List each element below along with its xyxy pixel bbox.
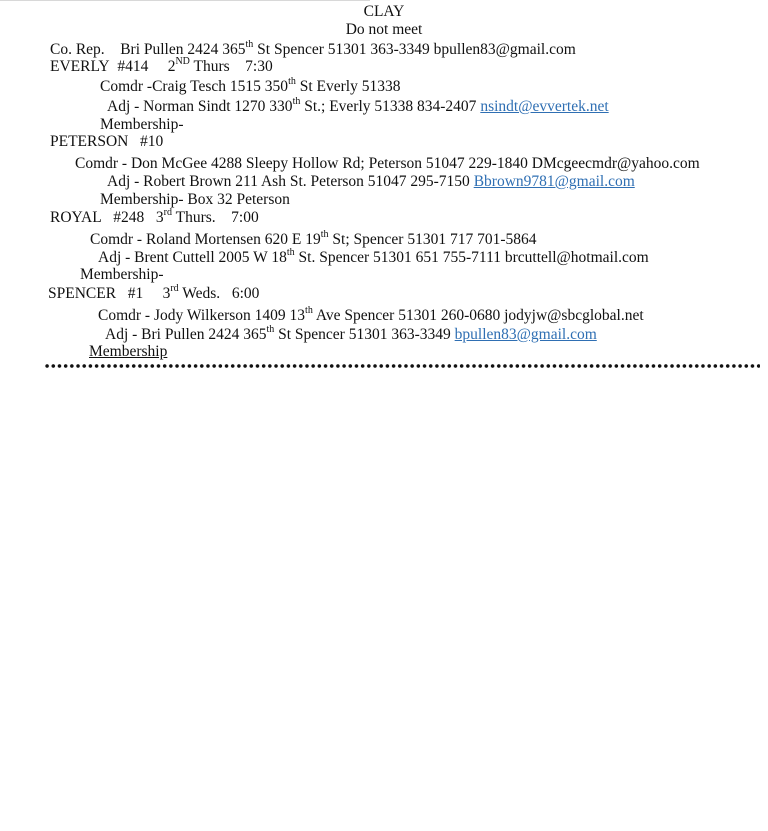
post-spencer-header	[48, 282, 260, 303]
post-peterson-comdr: Comdr - Don McGee 4288 Sleepy Hollow Rd; Peterson 51047 229-1840 DMcgeecmdr@yahoo.com	[75, 155, 700, 172]
comdr-text: Comdr - Jody Wilkerson 1409 13	[98, 307, 306, 324]
comdr-sup: th	[305, 304, 313, 316]
adj-rest: St Spencer 51301 363-3349	[274, 326, 455, 343]
post-peterson-header	[50, 133, 163, 151]
adj-sup: th	[292, 95, 301, 107]
adj-sup: th	[286, 246, 295, 258]
adj-rest: St. Spencer 51301 651 755-7111 brcuttell@hotmail.com	[294, 249, 649, 266]
meet-day: 3	[155, 209, 164, 226]
post-name: SPENCER	[48, 285, 117, 302]
post-royal-membership: Membership-	[80, 266, 164, 283]
meet-day-rest: Thurs	[189, 58, 230, 75]
comdr-rest: Ave Spencer 51301 260-0680 jodyjw@sbcglobal.net	[312, 307, 644, 324]
county-rep-label: Co. Rep.	[50, 41, 105, 58]
post-everly-adj	[107, 95, 609, 116]
post-name: PETERSON	[50, 133, 129, 150]
scan-edge-line	[0, 0, 370, 1]
county-rep-sup: th	[245, 38, 254, 50]
post-royal-header	[50, 206, 259, 227]
post-spencer-comdr	[98, 304, 644, 325]
meet-day: 2	[167, 58, 176, 75]
post-spencer-membership: Membership	[89, 343, 168, 360]
adj-email-link[interactable]: nsindt@evvertek.net	[480, 98, 609, 115]
meet-day-rest: Thurs.	[172, 209, 216, 226]
meet-day-rest: Weds.	[178, 285, 221, 302]
comdr-sup: th	[320, 228, 329, 240]
post-number: #1	[127, 285, 144, 302]
post-peterson-membership: Membership- Box 32 Peterson	[100, 191, 290, 208]
dotted-separator-line	[44, 363, 760, 369]
post-name: EVERLY	[50, 58, 110, 75]
meet-day-sup: rd	[163, 206, 173, 218]
adj-email-link[interactable]: Bbrown9781@gmail.com	[473, 173, 635, 190]
post-number: #10	[140, 133, 164, 150]
adj-text: Adj - Brent Cuttell 2005 W 18	[98, 249, 287, 266]
post-name: ROYAL	[50, 209, 102, 226]
comdr-rest: St Everly 51338	[295, 78, 401, 95]
meet-day-sup: ND	[175, 55, 190, 67]
post-everly-header	[50, 55, 273, 76]
meet-day: 3	[162, 285, 171, 302]
meet-time: 6:00	[231, 285, 260, 302]
meet-day-sup: rd	[170, 282, 179, 294]
county-heading: CLAY	[363, 3, 405, 20]
adj-rest: St.; Everly 51338 834-2407	[300, 98, 481, 115]
post-spencer-adj	[105, 323, 597, 344]
adj-sup: th	[266, 323, 275, 335]
post-everly-comdr	[100, 75, 401, 96]
adj-email-link[interactable]: bpullen83@gmail.com	[454, 326, 597, 343]
meet-time: 7:30	[245, 58, 273, 75]
comdr-text: Comdr - Roland Mortensen 620 E 19	[90, 231, 321, 248]
post-number: #248	[113, 209, 145, 226]
post-royal-adj	[98, 246, 649, 267]
county-rep-line	[50, 38, 576, 59]
meet-time: 7:00	[231, 209, 259, 226]
comdr-rest: St; Spencer 51301 717 701-5864	[328, 231, 537, 248]
adj-text: Adj - Robert Brown 211 Ash St. Peterson 51047 295-7150	[107, 173, 474, 190]
county-rep-text: Bri Pullen 2424 365	[120, 41, 246, 58]
post-peterson-adj	[107, 173, 635, 191]
adj-text: Adj - Bri Pullen 2424 365	[105, 326, 267, 343]
post-royal-comdr	[90, 228, 537, 249]
county-rep-rest: St Spencer 51301 363-3349 bpullen83@gmail.com	[253, 41, 576, 58]
adj-text: Adj - Norman Sindt 1270 330	[107, 98, 293, 115]
post-number: #414	[117, 58, 149, 75]
post-everly-membership: Membership-	[100, 116, 184, 133]
comdr-text: Comdr -Craig Tesch 1515 350	[100, 78, 289, 95]
comdr-sup: th	[288, 75, 296, 87]
county-note: Do not meet	[345, 21, 423, 38]
